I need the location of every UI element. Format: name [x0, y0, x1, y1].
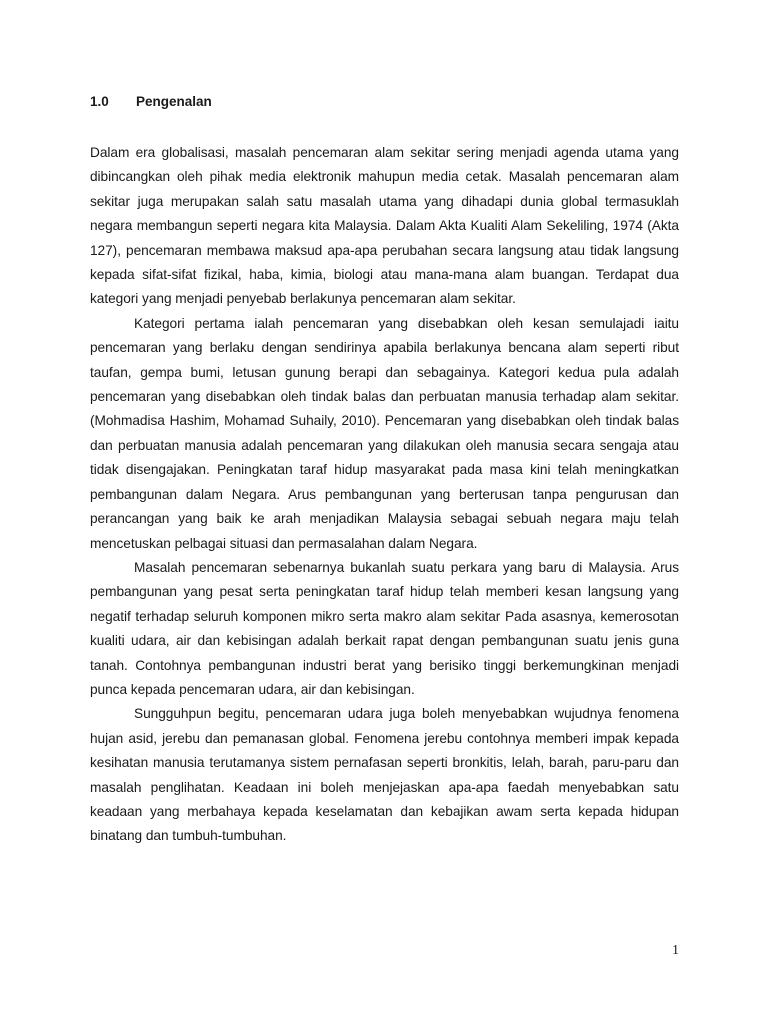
section-title: Pengenalan [136, 94, 212, 109]
paragraph-intro: Dalam era globalisasi, masalah pencemaran alam sekitar sering menjadi agenda utama yang dibincangkan oleh pihak media elektronik mahupun media cetak. Masalah pencemaran alam sekitar juga merupakan salah satu masalah utama yang dihadapi dunia global termasuklah negara membangun seperti negara kita Malaysia. Dalam Akta Kualiti Alam Sekeliling, 1974 (Akta 127), pencemaran membawa maksud apa-apa perubahan secara langsung atau tidak langsung kepada sifat-sifat fizikal, haba, kimia, biologi atau mana-mana alam buangan. Terdapat dua kategori yang menjadi penyebab berlakunya pencemaran alam sekitar. [90, 145, 679, 307]
section-heading [90, 93, 212, 111]
paragraph-air-pollution: Sungguhpun begitu, pencemaran udara juga boleh menyebabkan wujudnya fenomena hujan asid, jerebu dan pemanasan global. Fenomena jerebu contohnya memberi impak kepada kesihatan manusia terutamanya sistem pernafasan seperti bronkitis, lelah, barah, paru-paru dan masalah penglihatan. Keadaan ini boleh menjejaskan apa-apa faedah menyebabkan satu keadaan yang merbahaya kepada keselamatan dan kebajikan awam serta kepada hidupan binatang dan tumbuh-tumbuhan. [90, 706, 679, 844]
paragraph-categories: Kategori pertama ialah pencemaran yang disebabkan oleh kesan semulajadi iaitu pencemaran yang berlaku dengan sendirinya apabila berlakunya bencana alam seperti ribut taufan, gempa bumi, letusan gunung berapi dan sebagainya. Kategori kedua pula adalah pencemaran yang disebabkan oleh tindak balas dan perbuatan manusia terhadap alam sekitar. (Mohmadisa Hashim, Mohamad Suhaily, 2010). Pencemaran yang disebabkan oleh tindak balas dan perbuatan manusia adalah pencemaran yang dilakukan oleh manusia secara sengaja atau tidak disengajakan. Peningkatan taraf hidup masyarakat pada masa kini telah meningkatkan pembangunan dalam Negara. Arus pembangunan yang berterusan tanpa pengurusan dan perancangan yang baik ke arah menjadikan Malaysia sebagai sebuah negara maju telah mencetuskan pelbagai situasi dan permasalahan dalam Negara. [90, 315, 679, 551]
page-number: 1 [672, 943, 679, 958]
paragraph-pollution-issue: Masalah pencemaran sebenarnya bukanlah suatu perkara yang baru di Malaysia. Arus pembangunan yang pesat serta peningkatan taraf hidup telah memberi kesan langsung yang negatif terhadap seluruh komponen mikro serta makro alam sekitar Pada asasnya, kemerosotan kualiti udara, air dan kebisingan adalah berkait rapat dengan pembangunan suatu jenis guna tanah. Contohnya pembangunan industri berat yang berisiko tinggi berkemungkinan menjadi punca kepada pencemaran udara, air dan kebisingan. [90, 559, 679, 697]
body-text [90, 141, 679, 849]
section-number: 1.0 [90, 94, 109, 109]
